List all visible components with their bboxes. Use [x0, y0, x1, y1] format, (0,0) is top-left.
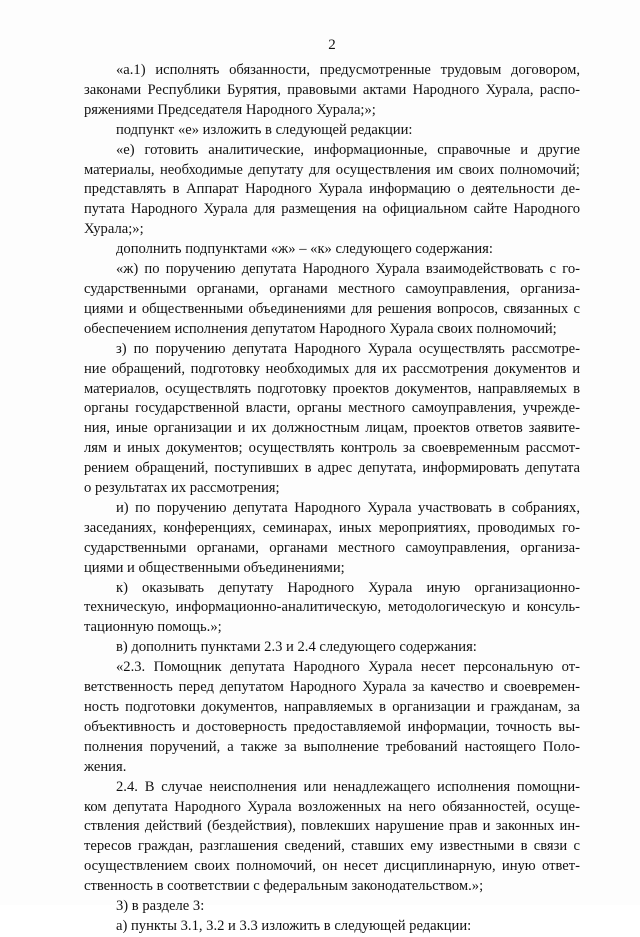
text-line: к) оказывать депутату Народного Хурала иную организационно-	[116, 579, 580, 596]
text-line: и) по поручению депутата Народного Хурала участвовать в собраниях,	[116, 499, 580, 516]
text-line: циями и общественными объединениями;	[84, 559, 345, 576]
paragraph	[84, 897, 580, 917]
text-line: ветственность перед депутатом Народного Хурала за качество и своевремен-	[84, 679, 580, 696]
document-body	[84, 61, 580, 937]
text-line: 3) в разделе 3:	[116, 898, 205, 915]
paragraph	[84, 917, 580, 937]
paragraph	[84, 579, 580, 639]
text-line: «е) готовить аналитические, информационные, справочные и другие	[116, 141, 580, 158]
text-line: циями и общественными объединениями для решения вопросов, связанных с	[84, 300, 580, 317]
paragraph	[84, 61, 580, 121]
text-line: ственность в соответствии с федеральным законодательством.»;	[84, 878, 484, 895]
text-line: «а.1) исполнять обязанности, предусмотренные трудовым договором,	[116, 62, 580, 78]
paragraph	[84, 121, 580, 141]
text-line: объективность и достоверность предоставляемой информации, точность вы-	[84, 718, 580, 735]
text-line: сударственными органами, органами местного самоуправления, организа-	[84, 280, 580, 297]
paragraph	[84, 260, 580, 340]
text-line: осуществлением своих полномочий, он несет дисциплинарную, иную ответ-	[84, 858, 580, 875]
text-line: ком депутата Народного Хурала возложенных на него обязанностей, осуще-	[84, 798, 580, 815]
paragraph	[84, 499, 580, 579]
text-line: дополнить подпунктами «ж» – «к» следующего содержания:	[116, 241, 493, 258]
text-line: з) по поручению депутата Народного Хурала осуществлять рассмотре-	[116, 340, 580, 357]
text-line: в) дополнить пунктами 2.3 и 2.4 следующего содержания:	[116, 639, 477, 656]
text-line: тересов граждан, разглашения сведений, ставших ему известными в связи с	[84, 838, 580, 855]
text-line: законами Республики Бурятия, правовыми актами Народного Хурала, распо-	[84, 81, 580, 98]
text-line: органы государственной власти, органы местного самоуправления, учрежде-	[84, 400, 580, 417]
text-line: материалы, необходимые депутату для осуществления им своих полномочий;	[84, 161, 580, 178]
text-line: ряжениями Председателя Народного Хурала;»;	[84, 101, 376, 118]
text-line: ствления действий (бездействия), повлекших нарушение прав и законных ин-	[84, 818, 580, 835]
text-line: полнения поручений, а также за выполнение требований настоящего Поло-	[84, 738, 580, 755]
text-line: материалов, осуществлять подготовку проектов документов, направляемых в	[84, 380, 580, 397]
text-line: о результатах их рассмотрения;	[84, 480, 280, 497]
text-line: жения.	[84, 758, 127, 775]
text-line: 2.4. В случае неисполнения или ненадлежащего исполнения помощни-	[116, 778, 580, 795]
paragraph	[84, 340, 580, 499]
text-line: рением обращений, поступивших в адрес депутата, информировать депутата	[84, 460, 580, 477]
paragraph	[84, 778, 580, 897]
text-line: обеспечением исполнения депутатом Народного Хурала своих полномочий;	[84, 320, 557, 337]
text-line: путата Народного Хурала для размещения на официальном сайте Народного	[84, 201, 580, 218]
text-line: Хурала;»;	[84, 221, 144, 238]
text-line: лям и иных документов; осуществлять контроль за своевременным рассмот-	[84, 440, 580, 457]
text-line: «2.3. Помощник депутата Народного Хурала несет персональную от-	[116, 659, 580, 676]
paragraph	[84, 240, 580, 260]
paragraph	[84, 638, 580, 658]
text-line: сударственными органами, органами местного самоуправления, организа-	[84, 539, 580, 556]
paragraph	[84, 141, 580, 241]
text-line: техническую, информационно-аналитическую, методологическую и консуль-	[84, 599, 580, 616]
paragraph	[84, 658, 580, 777]
text-line: подпункт «е» изложить в следующей редакции:	[116, 121, 413, 138]
text-line: тационную помощь.»;	[84, 619, 222, 636]
text-line: представлять в Аппарат Народного Хурала информацию о деятельности де-	[84, 181, 580, 198]
text-line: ния, иные организации и их должностным лицам, проектов ответов заявите-	[84, 420, 580, 437]
text-line: заседаниях, конференциях, семинарах, иных мероприятиях, проводимых го-	[84, 519, 580, 536]
text-line: ние обращений, подготовку необходимых для их рассмотрения документов и	[84, 360, 580, 377]
text-line: «ж) по поручению депутата Народного Хурала взаимодействовать с го-	[116, 261, 580, 278]
text-line: ность подготовки документов, направляемых в организации и гражданам, за	[84, 699, 580, 715]
text-line: а) пункты 3.1, 3.2 и 3.3 изложить в следующей редакции:	[116, 917, 472, 934]
page-number: 2	[328, 37, 336, 53]
